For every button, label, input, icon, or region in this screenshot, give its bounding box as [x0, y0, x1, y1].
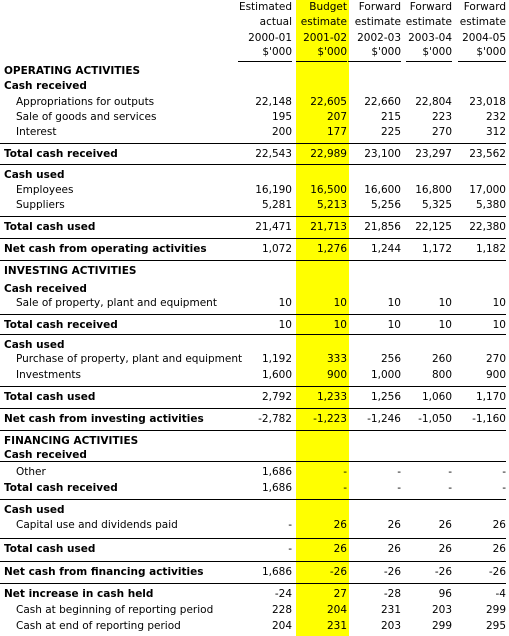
row-label: OPERATING ACTIVITIES — [4, 65, 141, 77]
cell-estimated-actual-2000-01: 228 — [271, 604, 292, 616]
cell-forward-estimate-2003-04: 5,325 — [421, 199, 452, 211]
cell-forward-estimate-2003-04: - — [448, 466, 452, 478]
row-label: Capital use and dividends paid — [16, 519, 178, 531]
cell-forward-estimate-2003-04: 1,172 — [421, 243, 452, 255]
cell-forward-estimate-2004-05: 270 — [485, 353, 506, 365]
row-label: Sale of property, plant and equipment — [16, 297, 217, 309]
cell-estimated-actual-2000-01: - — [288, 519, 292, 531]
cell-forward-estimate-2004-05: 23,018 — [469, 96, 506, 108]
cell-budget-estimate-2001-02: 16,500 — [310, 184, 347, 196]
row-label: Net cash from investing activities — [4, 413, 204, 425]
cell-budget-estimate-2001-02: -1,223 — [313, 413, 347, 425]
row-label: Total cash used — [4, 543, 96, 555]
cell-forward-estimate-2004-05: - — [502, 466, 506, 478]
header-underline — [348, 61, 401, 62]
cell-forward-estimate-2004-05: 232 — [485, 111, 506, 123]
row-label: INVESTING ACTIVITIES — [4, 265, 137, 277]
cell-budget-estimate-2001-02: 21,713 — [310, 221, 347, 233]
cell-forward-estimate-2002-03: 215 — [380, 111, 401, 123]
column-header-budget-estimate-2001-02: 2001-02 — [303, 32, 347, 44]
cell-estimated-actual-2000-01: 1,600 — [261, 369, 292, 381]
cell-forward-estimate-2004-05: 26 — [492, 519, 506, 531]
row-purchase-of-property-plant-and-equipment — [0, 352, 509, 367]
cell-forward-estimate-2003-04: 270 — [431, 126, 452, 138]
cell-estimated-actual-2000-01: 5,281 — [261, 199, 292, 211]
row-label: Purchase of property, plant and equipment — [16, 353, 243, 365]
cell-forward-estimate-2003-04: 22,804 — [415, 96, 452, 108]
row-divider — [0, 260, 506, 261]
cell-forward-estimate-2002-03: 225 — [380, 126, 401, 138]
cell-forward-estimate-2003-04: 23,297 — [415, 148, 452, 160]
cell-forward-estimate-2004-05: -26 — [488, 566, 506, 578]
column-header-forward-estimate-2003-04: Forward — [409, 1, 452, 13]
header-line — [0, 31, 509, 46]
cell-forward-estimate-2003-04: 96 — [438, 588, 452, 600]
column-header-forward-estimate-2004-05: Forward — [463, 1, 506, 13]
column-header-budget-estimate-2001-02: Budget — [309, 1, 347, 13]
column-header-estimated-actual-2000-01: 2000-01 — [248, 32, 292, 44]
row-label: Cash used — [4, 169, 65, 181]
row-investments — [0, 368, 509, 383]
row-cash-received — [0, 79, 509, 94]
cell-forward-estimate-2003-04: 260 — [431, 353, 452, 365]
row-label: Cash received — [4, 80, 87, 92]
column-header-forward-estimate-2002-03: Forward — [358, 1, 401, 13]
cell-forward-estimate-2004-05: 900 — [485, 369, 506, 381]
cell-estimated-actual-2000-01: 16,190 — [255, 184, 292, 196]
column-header-forward-estimate-2003-04: estimate — [405, 16, 452, 28]
row-divider — [0, 143, 506, 144]
cell-budget-estimate-2001-02: - — [343, 482, 347, 494]
cell-forward-estimate-2003-04: 800 — [431, 369, 452, 381]
column-header-estimated-actual-2000-01: $'000 — [262, 46, 292, 58]
row-divider — [0, 583, 506, 584]
row-label: Cash used — [4, 339, 65, 351]
cell-budget-estimate-2001-02: 204 — [326, 604, 347, 616]
cell-forward-estimate-2004-05: 312 — [485, 126, 506, 138]
cell-budget-estimate-2001-02: 1,276 — [316, 243, 347, 255]
cell-forward-estimate-2003-04: -1,050 — [418, 413, 452, 425]
row-sale-of-goods-and-services — [0, 110, 509, 125]
cell-estimated-actual-2000-01: -24 — [274, 588, 292, 600]
cell-forward-estimate-2002-03: 10 — [387, 297, 401, 309]
cell-budget-estimate-2001-02: 22,989 — [310, 148, 347, 160]
row-financing-activities — [0, 434, 509, 449]
column-header-forward-estimate-2002-03: estimate — [354, 16, 401, 28]
cell-forward-estimate-2004-05: 10 — [492, 319, 506, 331]
row-label: Employees — [16, 184, 74, 196]
row-label: Appropriations for outputs — [16, 96, 155, 108]
row-net-cash-from-investing-activities — [0, 412, 509, 427]
cell-forward-estimate-2004-05: 299 — [485, 604, 506, 616]
row-label: Cash used — [4, 504, 65, 516]
cell-forward-estimate-2004-05: 26 — [492, 543, 506, 555]
cell-budget-estimate-2001-02: 207 — [326, 111, 347, 123]
column-header-budget-estimate-2001-02: estimate — [300, 16, 347, 28]
row-total-cash-received — [0, 318, 509, 333]
row-label: Total cash used — [4, 221, 96, 233]
cell-budget-estimate-2001-02: -26 — [329, 566, 347, 578]
row-divider — [0, 538, 506, 539]
header-underline — [296, 61, 347, 62]
row-total-cash-received — [0, 481, 509, 496]
cell-forward-estimate-2002-03: 16,600 — [364, 184, 401, 196]
cell-estimated-actual-2000-01: 1,072 — [261, 243, 292, 255]
cell-forward-estimate-2003-04: 10 — [438, 297, 452, 309]
cell-forward-estimate-2004-05: 5,380 — [475, 199, 506, 211]
row-label: Cash at beginning of reporting period — [16, 604, 214, 616]
cell-estimated-actual-2000-01: 21,471 — [255, 221, 292, 233]
row-total-cash-received — [0, 147, 509, 162]
row-net-cash-from-operating-activities — [0, 242, 509, 257]
cell-forward-estimate-2002-03: 231 — [380, 604, 401, 616]
cell-forward-estimate-2003-04: 299 — [431, 620, 452, 632]
cell-budget-estimate-2001-02: 1,233 — [316, 391, 347, 403]
row-investing-activities — [0, 264, 509, 279]
row-label: Net increase in cash held — [4, 588, 154, 600]
cell-forward-estimate-2002-03: 22,660 — [364, 96, 401, 108]
row-label: Total cash received — [4, 482, 118, 494]
row-sale-of-property-plant-and-equipment — [0, 296, 509, 311]
cell-budget-estimate-2001-02: 26 — [333, 543, 347, 555]
row-divider — [0, 334, 506, 335]
row-total-cash-used — [0, 542, 509, 557]
cell-forward-estimate-2004-05: -4 — [495, 588, 506, 600]
column-header-forward-estimate-2004-05: $'000 — [476, 46, 506, 58]
row-other — [0, 465, 509, 480]
cell-forward-estimate-2004-05: -1,160 — [472, 413, 506, 425]
cell-forward-estimate-2004-05: - — [502, 482, 506, 494]
cell-forward-estimate-2002-03: - — [397, 466, 401, 478]
cell-forward-estimate-2004-05: 1,170 — [475, 391, 506, 403]
header-line — [0, 0, 509, 15]
cell-forward-estimate-2003-04: 22,125 — [415, 221, 452, 233]
column-header-estimated-actual-2000-01: actual — [259, 16, 292, 28]
row-suppliers — [0, 198, 509, 213]
cell-budget-estimate-2001-02: 333 — [326, 353, 347, 365]
cell-estimated-actual-2000-01: 22,148 — [255, 96, 292, 108]
row-operating-activities — [0, 64, 509, 79]
row-label: Suppliers — [16, 199, 65, 211]
column-header-forward-estimate-2004-05: 2004-05 — [462, 32, 506, 44]
row-cash-used — [0, 168, 509, 183]
cell-forward-estimate-2003-04: 26 — [438, 543, 452, 555]
cell-estimated-actual-2000-01: 195 — [271, 111, 292, 123]
row-cash-used — [0, 338, 509, 353]
cell-estimated-actual-2000-01: 1,686 — [261, 566, 292, 578]
row-label: Cash at end of reporting period — [16, 620, 181, 632]
cell-forward-estimate-2002-03: 256 — [380, 353, 401, 365]
row-label: FINANCING ACTIVITIES — [4, 435, 139, 447]
cell-forward-estimate-2002-03: 23,100 — [364, 148, 401, 160]
row-employees — [0, 183, 509, 198]
cell-budget-estimate-2001-02: 27 — [333, 588, 347, 600]
row-divider — [0, 314, 506, 315]
row-label: Total cash received — [4, 148, 118, 160]
row-cash-received — [0, 282, 509, 297]
row-label: Total cash received — [4, 319, 118, 331]
row-interest — [0, 125, 509, 140]
cell-forward-estimate-2002-03: 1,256 — [370, 391, 401, 403]
column-header-forward-estimate-2004-05: estimate — [459, 16, 506, 28]
cell-estimated-actual-2000-01: 10 — [278, 319, 292, 331]
cell-forward-estimate-2002-03: 10 — [387, 319, 401, 331]
cell-budget-estimate-2001-02: - — [343, 466, 347, 478]
cell-estimated-actual-2000-01: 2,792 — [261, 391, 292, 403]
header-line — [0, 45, 509, 60]
row-label: Total cash used — [4, 391, 96, 403]
cell-budget-estimate-2001-02: 177 — [326, 126, 347, 138]
cell-forward-estimate-2002-03: 5,256 — [370, 199, 401, 211]
cell-budget-estimate-2001-02: 10 — [333, 319, 347, 331]
cell-forward-estimate-2003-04: 16,800 — [415, 184, 452, 196]
cell-estimated-actual-2000-01: 22,543 — [255, 148, 292, 160]
row-divider — [0, 238, 506, 239]
row-divider — [0, 216, 506, 217]
row-net-increase-in-cash-held — [0, 587, 509, 602]
cell-forward-estimate-2003-04: 10 — [438, 319, 452, 331]
column-header-budget-estimate-2001-02: $'000 — [317, 46, 347, 58]
header-underline — [406, 61, 452, 62]
cell-forward-estimate-2004-05: 22,380 — [469, 221, 506, 233]
cell-estimated-actual-2000-01: - — [288, 543, 292, 555]
row-label: Cash received — [4, 449, 87, 461]
cell-forward-estimate-2002-03: 1,000 — [370, 369, 401, 381]
row-divider — [0, 386, 506, 387]
cell-estimated-actual-2000-01: -2,782 — [258, 413, 292, 425]
header-line — [0, 15, 509, 30]
cell-forward-estimate-2002-03: 26 — [387, 519, 401, 531]
row-divider — [0, 430, 506, 431]
row-divider — [0, 499, 506, 500]
cell-forward-estimate-2002-03: - — [397, 482, 401, 494]
cell-estimated-actual-2000-01: 10 — [278, 297, 292, 309]
row-capital-use-and-dividends-paid — [0, 518, 509, 533]
cell-estimated-actual-2000-01: 1,686 — [261, 466, 292, 478]
cell-forward-estimate-2004-05: 10 — [492, 297, 506, 309]
cell-forward-estimate-2002-03: 1,244 — [370, 243, 401, 255]
cell-budget-estimate-2001-02: 231 — [326, 620, 347, 632]
cell-forward-estimate-2004-05: 1,182 — [475, 243, 506, 255]
row-label: Sale of goods and services — [16, 111, 157, 123]
cell-forward-estimate-2003-04: 203 — [431, 604, 452, 616]
row-divider — [0, 408, 506, 409]
row-appropriations-for-outputs — [0, 95, 509, 110]
cell-forward-estimate-2002-03: 26 — [387, 543, 401, 555]
cell-estimated-actual-2000-01: 204 — [271, 620, 292, 632]
row-label: Net cash from operating activities — [4, 243, 207, 255]
cell-budget-estimate-2001-02: 900 — [326, 369, 347, 381]
row-label: Interest — [16, 126, 57, 138]
cell-forward-estimate-2003-04: - — [448, 482, 452, 494]
row-divider — [0, 164, 506, 165]
cell-estimated-actual-2000-01: 200 — [271, 126, 292, 138]
row-total-cash-used — [0, 220, 509, 235]
row-label: Investments — [16, 369, 81, 381]
cell-budget-estimate-2001-02: 5,213 — [316, 199, 347, 211]
row-cash-at-beginning-of-reporting-period — [0, 603, 509, 618]
column-header-forward-estimate-2003-04: 2003-04 — [408, 32, 452, 44]
cell-budget-estimate-2001-02: 10 — [333, 297, 347, 309]
header-underline — [458, 61, 506, 62]
cell-forward-estimate-2004-05: 23,562 — [469, 148, 506, 160]
header-underline — [238, 61, 292, 62]
row-divider — [0, 561, 506, 562]
row-label: Cash received — [4, 283, 87, 295]
column-header-forward-estimate-2002-03: 2002-03 — [357, 32, 401, 44]
cell-forward-estimate-2002-03: -26 — [383, 566, 401, 578]
cell-forward-estimate-2002-03: -28 — [383, 588, 401, 600]
row-divider — [0, 461, 506, 462]
cell-forward-estimate-2004-05: 295 — [485, 620, 506, 632]
row-cash-at-end-of-reporting-period — [0, 619, 509, 634]
cell-forward-estimate-2003-04: 1,060 — [421, 391, 452, 403]
cell-budget-estimate-2001-02: 26 — [333, 519, 347, 531]
cell-forward-estimate-2004-05: 17,000 — [469, 184, 506, 196]
column-header-forward-estimate-2002-03: $'000 — [371, 46, 401, 58]
cell-forward-estimate-2003-04: 26 — [438, 519, 452, 531]
cell-forward-estimate-2002-03: 203 — [380, 620, 401, 632]
cell-estimated-actual-2000-01: 1,192 — [261, 353, 292, 365]
row-cash-used — [0, 503, 509, 518]
cell-forward-estimate-2003-04: 223 — [431, 111, 452, 123]
row-total-cash-used — [0, 390, 509, 405]
cell-forward-estimate-2002-03: 21,856 — [364, 221, 401, 233]
cell-forward-estimate-2002-03: -1,246 — [367, 413, 401, 425]
column-header-forward-estimate-2003-04: $'000 — [422, 46, 452, 58]
cell-estimated-actual-2000-01: 1,686 — [261, 482, 292, 494]
row-label: Net cash from financing activities — [4, 566, 204, 578]
row-label: Other — [16, 466, 46, 478]
cell-budget-estimate-2001-02: 22,605 — [310, 96, 347, 108]
row-net-cash-from-financing-activities — [0, 565, 509, 580]
column-header-estimated-actual-2000-01: Estimated — [238, 1, 292, 13]
cell-forward-estimate-2003-04: -26 — [434, 566, 452, 578]
